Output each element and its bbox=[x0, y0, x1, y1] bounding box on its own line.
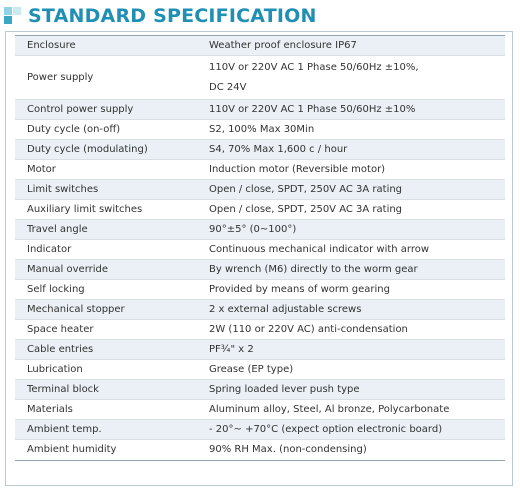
spec-row-ambient-temp bbox=[15, 420, 505, 440]
spec-value-line-1: 110V or 220V AC 1 Phase 50/60Hz ±10%, bbox=[209, 61, 419, 73]
spec-value: Open / close, SPDT, 250V AC 3A rating bbox=[209, 183, 403, 195]
spec-label: Mechanical stopper bbox=[27, 303, 125, 315]
spec-label: Manual override bbox=[27, 263, 109, 275]
spec-label: Materials bbox=[27, 403, 73, 415]
spec-value: S2, 100% Max 30Min bbox=[209, 123, 315, 135]
spec-row-control-power-supply bbox=[15, 100, 505, 120]
spec-row-limit-switches bbox=[15, 180, 505, 200]
spec-value: By wrench (M6) directly to the worm gear bbox=[209, 263, 418, 275]
spec-row-cable-entries bbox=[15, 340, 505, 360]
spec-value: 90% RH Max. (non-condensing) bbox=[209, 444, 367, 455]
spec-row-duty-cycle-modulating bbox=[15, 140, 505, 160]
spec-row-self-locking bbox=[15, 280, 505, 300]
spec-row-mechanical-stopper bbox=[15, 300, 505, 320]
spec-row-duty-cycle-on-off bbox=[15, 120, 505, 140]
spec-row-space-heater bbox=[15, 320, 505, 340]
spec-value: Provided by means of worm gearing bbox=[209, 283, 390, 295]
spec-label: Duty cycle (modulating) bbox=[27, 143, 148, 155]
spec-value: 110V or 220V AC 1 Phase 50/60Hz ±10% bbox=[209, 103, 416, 115]
spec-label: Cable entries bbox=[27, 343, 94, 355]
spec-value: Continuous mechanical indicator with arrow bbox=[209, 243, 430, 255]
spec-value: Grease (EP type) bbox=[209, 363, 294, 375]
spec-label: Limit switches bbox=[27, 183, 99, 195]
spec-label: Enclosure bbox=[27, 39, 76, 51]
spec-label: Terminal block bbox=[27, 383, 99, 395]
spec-label: Travel angle bbox=[27, 223, 88, 235]
spec-row-enclosure bbox=[15, 36, 505, 56]
spec-label: Auxiliary limit switches bbox=[27, 203, 143, 215]
spec-value: Open / close, SPDT, 250V AC 3A rating bbox=[209, 203, 403, 215]
spec-value: Spring loaded lever push type bbox=[209, 383, 360, 395]
spec-label: Motor bbox=[27, 163, 56, 175]
spec-value: 90°±5° (0~100°) bbox=[209, 223, 297, 235]
spec-value: Weather proof enclosure IP67 bbox=[209, 39, 357, 51]
spec-label: Ambient humidity bbox=[27, 444, 117, 455]
spec-row-travel-angle bbox=[15, 220, 505, 240]
spec-label: Control power supply bbox=[27, 103, 134, 115]
spec-value: Aluminum alloy, Steel, Al bronze, Polycarbonate bbox=[209, 403, 450, 415]
blue-squares-logo-icon bbox=[4, 7, 22, 25]
spec-row-terminal-block bbox=[15, 380, 505, 400]
spec-row-indicator bbox=[15, 240, 505, 260]
spec-row-motor bbox=[15, 160, 505, 180]
spec-label: Ambient temp. bbox=[27, 423, 102, 435]
spec-value: S4, 70% Max 1,600 c / hour bbox=[209, 143, 348, 155]
spec-row-lubrication bbox=[15, 360, 505, 380]
spec-value: PF¾" x 2 bbox=[209, 343, 254, 355]
spec-row-manual-override bbox=[15, 260, 505, 280]
spec-label: Self locking bbox=[27, 283, 85, 295]
spec-value-line-2: DC 24V bbox=[209, 81, 247, 93]
spec-value: - 20°~ +70°C (expect option electronic board) bbox=[209, 423, 443, 435]
page-title: STANDARD SPECIFICATION bbox=[28, 5, 317, 27]
spec-label: Duty cycle (on-off) bbox=[27, 123, 121, 135]
specification-table bbox=[15, 35, 505, 461]
spec-row-ambient-humidity bbox=[15, 440, 505, 460]
spec-row-materials bbox=[15, 400, 505, 420]
spec-label: Power supply bbox=[27, 71, 94, 83]
spec-row-auxiliary-limit-switches bbox=[15, 200, 505, 220]
page-header bbox=[4, 4, 317, 28]
spec-label: Space heater bbox=[27, 323, 94, 335]
spec-label: Indicator bbox=[27, 243, 72, 255]
spec-row-power-supply bbox=[15, 56, 505, 100]
spec-value bbox=[199, 56, 505, 99]
spec-value: Induction motor (Reversible motor) bbox=[209, 163, 386, 175]
spec-label: Lubrication bbox=[27, 363, 83, 375]
spec-value: 2 x external adjustable screws bbox=[209, 303, 362, 315]
spec-value: 2W (110 or 220V AC) anti-condensation bbox=[209, 323, 408, 335]
